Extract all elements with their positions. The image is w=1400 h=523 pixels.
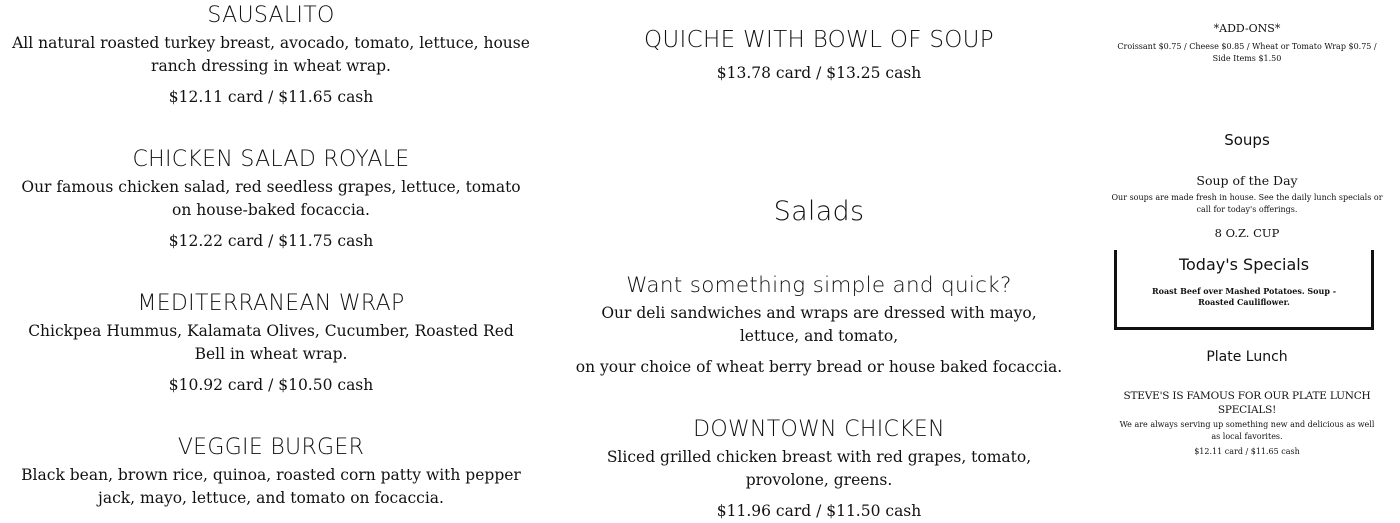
- addons-text: Croissant $0.75 / Cheese $0.85 / Wheat or Tomato Wrap $0.75 / Side Items $1.50: [1117, 42, 1377, 63]
- plate-heading: Plate Lunch: [1206, 349, 1288, 365]
- item-price: $11.96 card / $11.50 cash: [716, 502, 922, 520]
- menu-item-quiche: [566, 26, 1072, 85]
- item-price: $12.11 card / $11.65 cash: [168, 88, 374, 106]
- item-title: DOWNTOWN CHICKEN: [693, 417, 945, 442]
- addons-title: *ADD-ONS*: [1213, 22, 1281, 35]
- soup-description: Our soups are made fresh in house. See the daily lunch specials or call for today's offerings.: [1111, 193, 1383, 214]
- soup-size: 8 O.Z. CUP: [1214, 226, 1280, 240]
- menu-item-mediterranean-wrap: [12, 290, 530, 397]
- plate-lunch-heading: STEVE'S IS FAMOUS FOR OUR PLATE LUNCH SPECIALS!: [1123, 390, 1371, 416]
- specials-text: Roast Beef over Mashed Potatoes. Soup - Roasted Cauliflower.: [1151, 286, 1337, 307]
- item-title: MEDITERRANEAN WRAP: [137, 291, 405, 316]
- plate-lunch-description: We are always serving up something new and delicious as well as local favorites.: [1119, 420, 1375, 441]
- item-title: VEGGIE BURGER: [177, 435, 365, 460]
- soup-day-title: Soup of the Day: [1196, 173, 1298, 188]
- menu-item-sausalito: [12, 2, 530, 109]
- item-title: CHICKEN SALAD ROYALE: [132, 147, 410, 172]
- todays-specials-box: [1114, 250, 1374, 330]
- soups-title: [1100, 131, 1394, 149]
- item-description: Black bean, brown rice, quinoa, roasted corn patty with pepper jack, mayo, lettuce, and tomato on focaccia.: [21, 466, 521, 507]
- plate-lunch-price: $12.11 card / $11.65 cash: [1194, 447, 1300, 456]
- item-description: Our famous chicken salad, red seedless grapes, lettuce, tomato on house-baked focaccia.: [21, 178, 521, 219]
- soup-of-the-day: [1100, 173, 1394, 240]
- soups-heading: Soups: [1224, 131, 1270, 149]
- intro-line: Our deli sandwiches and wraps are dressed with mayo, lettuce, and tomato,: [601, 304, 1037, 345]
- item-title: SAUSALITO: [207, 3, 335, 28]
- addons-block: [1100, 22, 1394, 64]
- plate-lunch-block: [1100, 389, 1394, 458]
- intro-line: on your choice of wheat berry bread or house baked focaccia.: [575, 358, 1063, 376]
- salads-intro: [566, 272, 1072, 379]
- salads-section: [566, 196, 1072, 228]
- item-description: All natural roasted turkey breast, avocado, tomato, lettuce, house ranch dressing in wheat wrap.: [12, 34, 530, 75]
- specials-title: Today's Specials: [1178, 255, 1310, 274]
- item-title: QUICHE WITH BOWL OF SOUP: [644, 27, 994, 53]
- section-heading: Salads: [773, 196, 865, 227]
- item-price: $13.78 card / $13.25 cash: [716, 64, 922, 82]
- item-price: $10.92 card / $10.50 cash: [168, 376, 374, 394]
- menu-item-chicken-salad-royale: [12, 146, 530, 253]
- item-description: Chickpea Hummus, Kalamata Olives, Cucumber, Roasted Red Bell in wheat wrap.: [28, 322, 514, 363]
- menu-item-veggie-burger: [12, 434, 530, 510]
- plate-lunch-title: [1100, 348, 1394, 366]
- item-description: Sliced grilled chicken breast with red grapes, tomato, provolone, greens.: [606, 448, 1032, 489]
- item-price: $12.22 card / $11.75 cash: [168, 232, 374, 250]
- menu-item-downtown-chicken: [566, 416, 1072, 523]
- section-subheading: Want something simple and quick?: [626, 273, 1012, 298]
